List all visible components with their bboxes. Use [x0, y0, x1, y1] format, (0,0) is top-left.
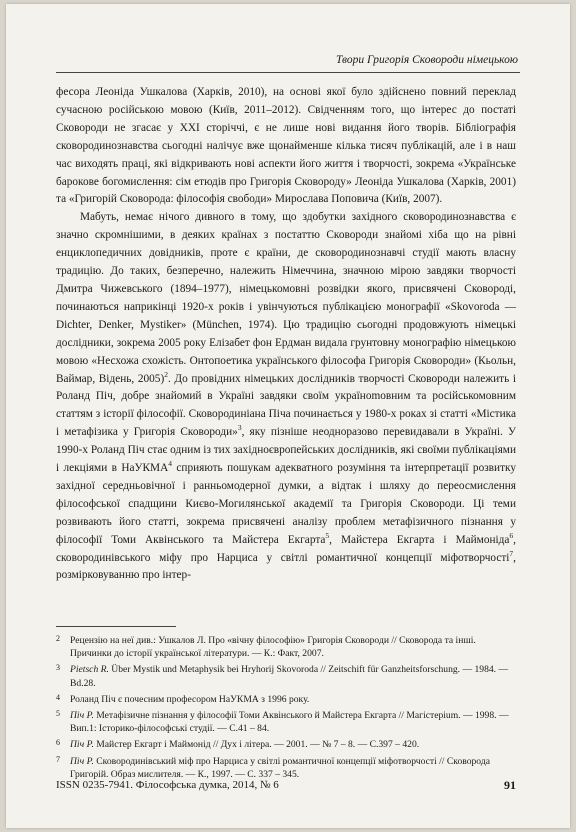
author-name: Pietsch R.: [70, 664, 109, 676]
footnote-ref: 6: [509, 530, 514, 540]
text-run: , розмірковуванню про інтер-: [56, 551, 516, 582]
footnote-number: 5: [56, 709, 60, 719]
document-page: [6, 4, 570, 828]
text-run: Рецензію на неї див.: Ушкалов Л. Про «вічну філософію» Григорія Сковороди // Сковорода та інші. Причинки до історії української літератури. — К.: Факт, 2007.: [70, 635, 476, 660]
footnote: [56, 661, 516, 689]
footnote: [56, 691, 516, 706]
footnote-number: 3: [56, 663, 60, 673]
text-run: , Майстера Екгарта і Маймоніда: [329, 533, 510, 546]
text-run: сприяють пошукам адекватного розуміння та інтерпретації розвитку західної середньовічної і ранньомодерної думки, а відтак і шляху до переосмислення філософської спадщини Києво-Могилянської академії та Григорія Сковороди. Ці теми розвивають його статті, зокрема присвячені аналізу проблем метафізичного пізнання у філософії Томи Аквінського та Майстера Екгарта: [56, 462, 516, 546]
running-head: Твори Григорія Сковороди німецькою: [336, 54, 518, 66]
paragraph: [56, 84, 516, 209]
footnote-ref: 3: [237, 423, 242, 433]
footnote-ref: 7: [509, 548, 514, 558]
journal-info: ISSN 0235-7941. Філософська думка, 2014, № 6: [56, 779, 279, 791]
header-rule: [56, 72, 520, 73]
footnotes: [56, 632, 516, 782]
footnote-rule: [56, 626, 176, 627]
footnote-ref: 2: [164, 369, 168, 379]
text-run: Роланд Піч є почесним професором НаУКМА з 1996 року.: [70, 693, 310, 705]
footnote: [56, 632, 516, 660]
author-name: Піч Р.: [70, 739, 94, 751]
page-footer: [56, 779, 516, 791]
text-run: Сковородинівський міф про Нарциса у світлі романтичної концепції міфотворчості // Сковорода Григорій. Образ мислителя. — К., 1997. — С. 337 – 345.: [70, 755, 490, 780]
text-run: . До провідних німецьких дослідників творчості Сковороди належить і Роланд Піч, добре знайомий в Україні завдяки своїм українomовним та російськомовним статтям з історії філософії. Сковородиніана Піча починається у 1980-х роках зі статті «Містика і метафізика у Григорія Сковороди»: [56, 372, 516, 439]
footnote-number: 4: [56, 692, 60, 702]
footnote: [56, 753, 516, 781]
footnote-ref: 4: [168, 459, 172, 469]
footnote-number: 6: [56, 738, 60, 748]
text-run: , сковородинівського міфу про Нарциса у світлі романтичної концепції міфотворчості: [56, 533, 516, 564]
footnote-ref: 5: [325, 530, 330, 540]
footnote: [56, 707, 516, 735]
text-run: Über Mystik und Metaphysik bei Hryhorij Skovoroda // Zeitschift für Ganzheitsforschung. — 1984. — Bd.28.: [70, 664, 509, 689]
text-run: Мабуть, немає нічого дивного в тому, що здобутки західного сковородинознавства є значно скромнішими, в деяких країнах з постаттю Сковороди знайомі хіба що на рівні енциклопедичних довідників, проте є країни, де сковородинознавчі студії мають власну традицію. До таких, безперечно, належить Німеччина, значною мірою завдяки творчості Дмитра Чижевського (1894–1977), німецькомовні розвідки якого, присвячені Сковороді, починаються наприкінці 1920-х років і увінчуються публікацією монографії «Skovoroda — Dichter, Denker, Mystiker» (München, 1974). Цю традицію сьогодні продовжують німецькі дослідники, зокрема 2005 року Елізабет фон Ердман видала грунтовну монографію німецькою мовою «Несхожа схожість. Онтопоетика українського філософа Григорія Сковороди» (Кьольн, Ваймар, Відень, 2005): [56, 211, 516, 385]
text-run: Майстер Екгарт і Маймонід // Дух і літера. — 2001. — № 7 – 8. — С.397 – 420.: [93, 739, 420, 751]
author-name: Піч Р.: [70, 755, 94, 767]
paragraph: [56, 209, 516, 585]
footnote-number: 7: [56, 754, 60, 764]
footnote-number: 2: [56, 634, 60, 643]
author-name: Піч Р.: [70, 710, 94, 722]
text-run: фесора Леоніда Ушкалова (Харків, 2010), на основі якої було здійснено повний переклад сучасною російською мовою (Київ, 2011–2012). Свідченням того, що інтерес до постаті Сковороди не згасає у XXI сторіччі, є не лише нові видання його творів. Бібліографія сковородинознавства сьогодні налічує вже щонайменше кілька тисяч публікацій, але і в наш час виходять праці, які відкривають нові аспекти його життя і творчості, зокрема «Українське барокове богомислення: сім етюдів про Григорія Сковороду» Леоніда Ушкалова (Харків, 2001) та «Григорій Сковорода: філософія свободи» Мирослава Поповича (Київ, 2007).: [56, 86, 516, 206]
text-run: Метафізичне пізнання у філософії Томи Аквінського й Майстера Екгарта // Магістерium. — 1998. — Вип.1: Історико-філософські студії. — С.41 – 84.: [70, 710, 509, 735]
main-text: [56, 84, 516, 585]
page-number: 91: [504, 778, 516, 792]
text-run: , яку пізніше неодноразово перевидавали в Україні. У 1990-х Роланд Піч стає одним із тих західноєвропейських дослідників, які своїми публікаціями і лекціями в НаУКМА: [56, 426, 516, 475]
footnote: [56, 736, 516, 751]
